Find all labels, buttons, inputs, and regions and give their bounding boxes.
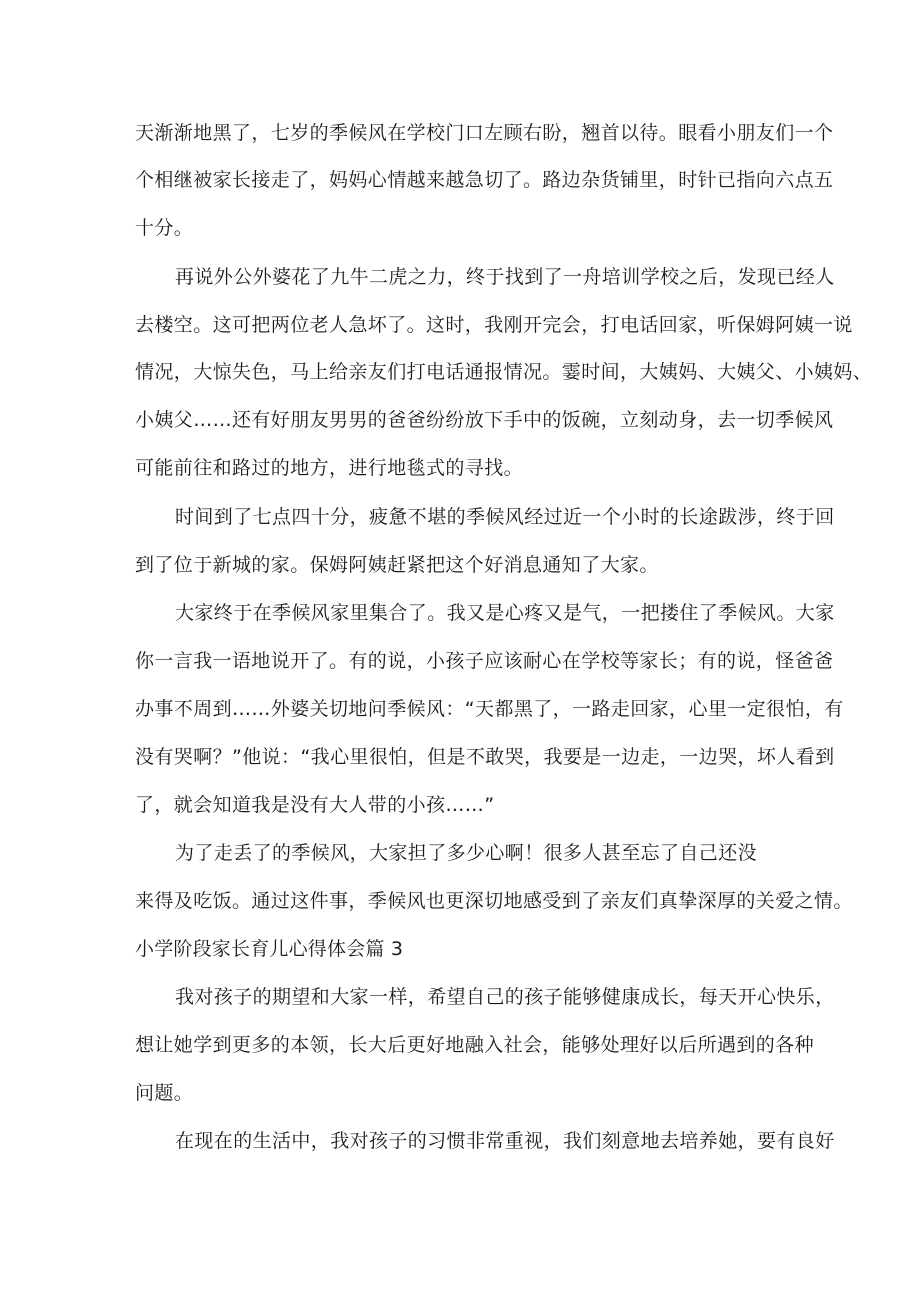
- paragraph-6-line-3: 问题。: [135, 1082, 194, 1104]
- paragraph-2-line-3: 情况，大惊失色，马上给亲友们打电话通报情况。霎时间，大姨妈、大姨父、小姨妈、: [135, 361, 873, 383]
- paragraph-5-line-1: 为了走丢了的季候风，大家担了多少心啊！很多人甚至忘了自己还没: [175, 842, 758, 864]
- paragraph-6-line-2: 想让她学到更多的本领，长大后更好地融入社会，能够处理好以后所遇到的各种: [135, 1034, 815, 1056]
- paragraph-2-line-1: 再说外公外婆花了九牛二虎之力，终于找到了一舟培训学校之后，发现已经人: [175, 266, 835, 288]
- paragraph-6-line-1: 我对孩子的期望和大家一样，希望自己的孩子能够健康成长，每天开心快乐，: [175, 986, 835, 1008]
- paragraph-2-line-5: 可能前往和路过的地方，进行地毯式的寻找。: [135, 457, 524, 479]
- paragraph-1-line-1: 天渐渐地黑了，七岁的季候风在学校门口左顾右盼，翘首以待。眼看小朋友们一个: [135, 122, 834, 144]
- paragraph-4-line-2: 你一言我一语地说开了。有的说，小孩子应该耐心在学校等家长；有的说，怪爸爸: [135, 650, 834, 672]
- paragraph-4-line-3: 办事不周到……外婆关切地问季候风：“天都黑了，一路走回家，心里一定很怕，有: [135, 698, 844, 720]
- paragraph-1-line-2: 个相继被家长接走了，妈妈心情越来越急切了。路边杂货铺里，时针已指向六点五: [135, 169, 834, 191]
- paragraph-7-line-1: 在现在的生活中，我对孩子的习惯非常重视，我们刻意地去培养她，要有良好: [175, 1130, 835, 1152]
- paragraph-2-line-4: 小姨父……还有好朋友男男的爸爸纷纷放下手中的饭碗，立刻动身，去一切季候风: [135, 409, 834, 431]
- paragraph-2-line-2: 去楼空。这可把两位老人急坏了。这时，我刚开完会，打电话回家，听保姆阿姨一说: [135, 314, 853, 336]
- paragraph-4-line-5: 了，就会知道我是没有大人带的小孩……”: [135, 794, 495, 816]
- paragraph-3-line-1: 时间到了七点四十分，疲惫不堪的季候风经过近一个小时的长途跋涉，终于回: [175, 506, 835, 528]
- paragraph-1-line-3: 十分。: [135, 217, 194, 239]
- paragraph-3-line-2: 到了位于新城的家。保姆阿姨赶紧把这个好消息通知了大家。: [135, 554, 659, 576]
- paragraph-4-line-1: 大家终于在季候风家里集合了。我又是心疼又是气，一把搂住了季候风。大家: [175, 602, 835, 624]
- paragraph-5-line-2: 来得及吃饭。通过这件事，季候风也更深切地感受到了亲友们真挚深厚的关爱之情。: [135, 890, 853, 912]
- section-heading: 小学阶段家长育儿心得体会篇 3: [135, 938, 404, 960]
- paragraph-4-line-4: 没有哭啊？”他说：“我心里很怕，但是不敢哭，我要是一边走，一边哭，坏人看到: [135, 746, 835, 768]
